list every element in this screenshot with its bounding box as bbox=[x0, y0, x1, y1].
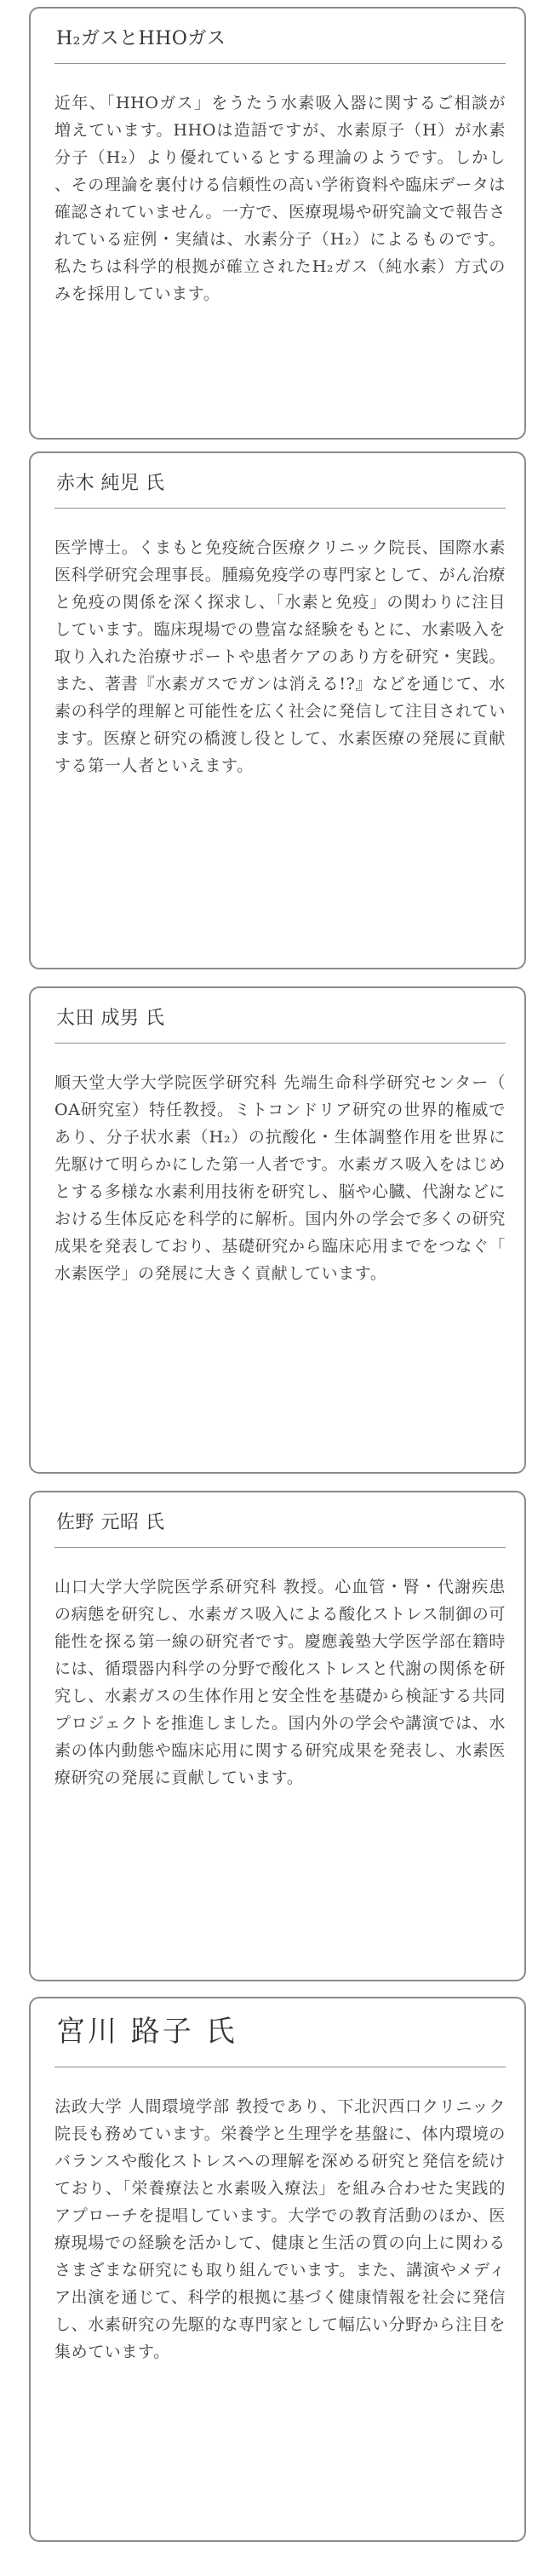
profile-card-akagi bbox=[29, 451, 526, 969]
card-body: 山口大学大学院医学系研究科 教授。心血管・腎・代謝疾患の病態を研究し、水素ガス吸入による酸化ストレス制御の可能性を探る第一線の研究者です。慶應義塾大学医学部在籍時には、循環器内科学の分野で酸化ストレスと代謝の関係を研究し、水素ガスの生体作用と安全性を基礎から検証する共同プロジェクトを推進しました。国内外の学会や講演では、水素の体内動態や臨床応用に関する研究成果を発表し、水素医療研究の発展に貢献しています。 bbox=[54, 1578, 506, 1787]
card-title: 佐野 元昭 氏 bbox=[56, 1512, 165, 1533]
divider bbox=[54, 1043, 506, 1044]
divider bbox=[54, 63, 506, 64]
divider bbox=[54, 1547, 506, 1548]
card-body: 近年、「HHOガス」をうたう水素吸入器に関するご相談が増えています。HHOは造語ですが、水素原子（H）が水素分子（H₂）より優れているとする理論のようです。しかし、その理論を裏付ける信頼性の高い学術資料や臨床データは確認されていません。一方で、医療現場や研究論文で報告されている症例・実績は、水素分子（H₂）によるものです。私たちは科学的根拠が確立されたH₂ガス（純水素）方式のみを採用しています。 bbox=[54, 94, 506, 303]
card-title: 宮川 路子 氏 bbox=[56, 2015, 237, 2049]
hho-card bbox=[29, 7, 526, 440]
profile-card-ota bbox=[29, 986, 526, 1474]
card-body: 法政大学 人間環境学部 教授であり、下北沢西口クリニック 院長も務めています。栄養学と生理学を基盤に、体内環境のバランスや酸化ストレスへの理解を深める研究と発信を続けており、「栄養療法と水素吸入療法」を組み合わせた実践的アプローチを提唱しています。大学での教育活動のほか、医療現場での経験を活かして、健康と生活の質の向上に関わるさまざまな研究にも取り組んでいます。また、講演やメディア出演を通じて、科学的根拠に基づく健康情報を社会に発信し、水素研究の先駆的な専門家として幅広い分野から注目を集めています。 bbox=[54, 2097, 506, 2361]
divider bbox=[54, 508, 506, 509]
profile-card-sano bbox=[29, 1491, 526, 1981]
card-body: 順天堂大学大学院医学研究科 先端生命科学研究センター（OA研究室）特任教授。ミトコンドリア研究の世界的権威であり、分子状水素（H₂）の抗酸化・生体調整作用を世界に先駆けて明らかにした第一人者です。水素ガス吸入をはじめとする多様な水素利用技術を研究し、脳や心臓、代謝などにおける生体反応を科学的に解析。国内外の学会で多くの研究成果を発表しており、基礎研究から臨床応用までをつなぐ「水素医学」の発展に大きく貢献しています。 bbox=[54, 1073, 506, 1283]
card-title: 太田 成男 氏 bbox=[56, 1008, 165, 1029]
card-body: 医学博士。くまもと免疫統合医療クリニック院長、国際水素医科学研究会理事長。腫瘍免疫学の専門家として、がん治療と免疫の関係を深く探求し、「水素と免疫」の関わりに注目しています。臨床現場での豊富な経験をもとに、水素吸入を取り入れた治療サポートや患者ケアのあり方を研究・実践。また、著書『水素ガスでガンは消える!?』などを通じて、水素の科学的理解と可能性を広く社会に発信して注目されています。医療と研究の橋渡し役として、水素医療の発展に貢献する第一人者といえます。 bbox=[54, 538, 506, 775]
card-title: H₂ガスとHHOガス bbox=[56, 28, 226, 49]
profile-card-miyakawa bbox=[29, 1997, 526, 2542]
card-title: 赤木 純児 氏 bbox=[56, 473, 165, 494]
